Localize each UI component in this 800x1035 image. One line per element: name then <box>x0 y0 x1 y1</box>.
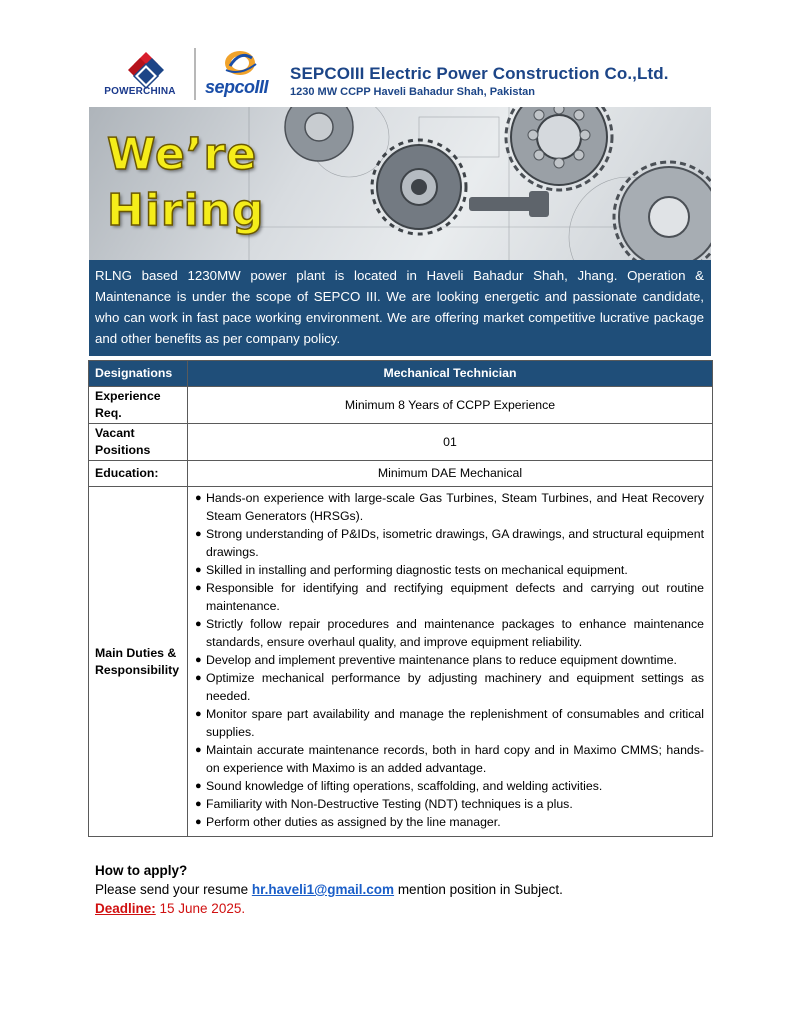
duties-list <box>192 489 704 831</box>
apply-text-after: mention position in Subject. <box>394 882 563 897</box>
vacant-value: 01 <box>188 424 713 461</box>
job-details-table <box>88 360 713 837</box>
bullet-icon: ● <box>195 654 202 666</box>
bullet-icon: ● <box>195 564 202 576</box>
company-name: SEPCOIII Electric Power Construction Co.,Ltd. <box>290 64 669 83</box>
table-row <box>89 387 713 424</box>
list-item: ● Strong understanding of P&IDs, isometric drawings, GA drawings, and structural equipment drawings. <box>195 527 704 559</box>
list-item: ● Responsible for identifying and rectifying equipment defects and carrying out routine maintenance. <box>195 581 704 613</box>
duties-cell <box>188 487 713 837</box>
bullet-icon: ● <box>195 672 202 684</box>
bullet-icon: ● <box>195 708 202 720</box>
duties-label: Main Duties & Responsibility <box>89 487 188 837</box>
designation-value: Mechanical Technician <box>188 361 713 387</box>
list-item: ● Monitor spare part availability and manage the replenishment of consumables and critical supplies. <box>195 707 704 739</box>
bullet-icon: ● <box>195 618 202 630</box>
apply-title: How to apply? <box>95 863 188 878</box>
powerchina-label: POWERCHINA <box>104 86 176 97</box>
deadline <box>95 899 715 918</box>
list-item: ● Familiarity with Non-Destructive Testing (NDT) techniques is a plus. <box>195 797 573 811</box>
hiring-banner <box>89 107 711 260</box>
deadline-label: Deadline: <box>95 901 156 916</box>
education-label: Education: <box>89 461 188 487</box>
header-divider <box>194 48 196 100</box>
table-row <box>89 424 713 461</box>
how-to-apply-section <box>95 861 715 918</box>
vacant-label: Vacant Positions <box>89 424 188 461</box>
apply-text-before: Please send your resume <box>95 882 252 897</box>
bullet-icon: ● <box>195 744 202 756</box>
bullet-icon: ● <box>195 492 202 504</box>
list-item: ● Maintain accurate maintenance records, both in hard copy and in Maximo CMMS; hands-on experience with Maximo is an added advantage. <box>195 743 704 775</box>
table-row <box>89 461 713 487</box>
list-item: ● Skilled in installing and performing diagnostic tests on mechanical equipment. <box>195 563 628 577</box>
bullet-icon: ● <box>195 798 202 810</box>
sepco-label: sepcoIII <box>205 77 269 97</box>
company-subtitle: 1230 MW CCPP Haveli Bahadur Shah, Pakistan <box>290 86 535 98</box>
apply-instructions <box>95 880 715 899</box>
hiring-title-line1: We’re <box>107 129 258 180</box>
deadline-value: 15 June 2025. <box>155 901 246 916</box>
experience-value: Minimum 8 Years of CCPP Experience <box>188 387 713 424</box>
education-value: Minimum DAE Mechanical <box>188 461 713 487</box>
list-item: ● Perform other duties as assigned by the line manager. <box>195 815 501 829</box>
email-link[interactable]: hr.haveli1@gmail.com <box>251 882 395 897</box>
bullet-icon: ● <box>195 528 202 540</box>
table-row <box>89 361 713 387</box>
list-item: ● Hands-on experience with large-scale Gas Turbines, Steam Turbines, and Heat Recovery Steam Generators (HRSGs). <box>195 491 704 523</box>
bullet-icon: ● <box>195 582 202 594</box>
designations-label: Designations <box>89 361 188 387</box>
bullet-icon: ● <box>195 816 202 828</box>
list-item: ● Develop and implement preventive maintenance plans to reduce equipment downtime. <box>195 653 677 667</box>
experience-label: Experience Req. <box>89 387 188 424</box>
letterhead <box>90 44 712 104</box>
intro-paragraph: RLNG based 1230MW power plant is located in Haveli Bahadur Shah, Jhang. Operation & Maintenance is under the scope of SEPCO III. We are looking energetic and passionate candidate, who can work in fast pace working environment. We are offering market competitive lucrative package and other benefits as per company policy. <box>89 260 711 356</box>
list-item: ● Sound knowledge of lifting operations, scaffolding, and welding activities. <box>195 779 603 793</box>
bullet-icon: ● <box>195 780 202 792</box>
hiring-title-line2: Hiring <box>107 185 265 236</box>
list-item: ● Strictly follow repair procedures and maintenance packages to enhance maintenance standards, ensure overhaul quality, and improve equipment reliability. <box>195 617 704 649</box>
table-row <box>89 487 713 837</box>
list-item: ● Optimize mechanical performance by adjusting machinery and equipment settings as needed. <box>195 671 704 703</box>
